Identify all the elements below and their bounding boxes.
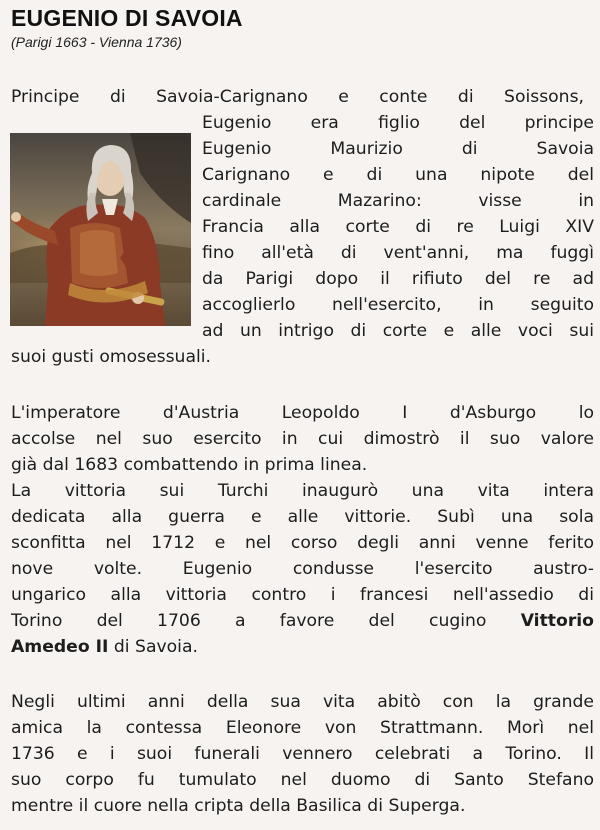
text-line: Francia alla corte di re Luigi XIV bbox=[202, 217, 594, 237]
text-line: Principe di Savoia-Carignano e conte di Soissons, bbox=[11, 87, 584, 107]
page-title: EUGENIO DI SAVOIA bbox=[11, 5, 243, 31]
text-line: suoi gusti omosessuali. bbox=[11, 347, 211, 367]
text-line bbox=[11, 634, 594, 660]
text-line: 1736 e i suoi funerali vennero celebrati a Torino. Il bbox=[11, 744, 594, 764]
text-span: di Savoia. bbox=[108, 637, 198, 657]
text-line: mentre il cuore nella cripta della Basilica di Superga. bbox=[11, 796, 466, 816]
text-line: fino all'età di vent'anni, ma fuggì bbox=[202, 243, 594, 263]
text-line: Eugenio Maurizio di Savoia bbox=[202, 139, 594, 159]
text-line: Carignano e di una nipote del bbox=[202, 165, 594, 185]
text-line: amica la contessa Eleonore von Strattmann. Morì nel bbox=[11, 718, 594, 738]
text-line: ad un intrigo di corte e alle voci sui bbox=[202, 321, 594, 341]
vittorio-name: Vittorio bbox=[520, 611, 594, 631]
text-line bbox=[11, 608, 594, 634]
amedeo-name: Amedeo II bbox=[11, 637, 109, 657]
text-line: già dal 1683 combattendo in prima linea. bbox=[11, 455, 368, 475]
text-line: ungarico alla vittoria contro i francesi nell'assedio di bbox=[11, 585, 594, 605]
text-line: da Parigi dopo il rifiuto del re ad bbox=[202, 269, 594, 289]
text-line: sconfitta nel 1712 e nel corso degli anni venne ferito bbox=[11, 533, 594, 553]
text-span: Torino del 1706 a favore del cugino bbox=[11, 611, 521, 631]
portrait-image bbox=[10, 133, 191, 326]
text-line: La vittoria sui Turchi inaugurò una vita intera bbox=[11, 481, 594, 501]
text-line: accoglierlo nell'esercito, in seguito bbox=[202, 295, 594, 315]
text-line: nove volte. Eugenio condusse l'esercito austro- bbox=[11, 559, 594, 579]
text-line: Eugenio era figlio del principe bbox=[202, 113, 594, 133]
text-line: L'imperatore d'Austria Leopoldo I d'Asburgo lo bbox=[11, 403, 594, 423]
text-line: cardinale Mazarino: visse in bbox=[202, 191, 594, 211]
text-line: Negli ultimi anni della sua vita abitò con la grande bbox=[11, 692, 594, 712]
text-line: dedicata alla guerra e alle vittorie. Subì una sola bbox=[11, 507, 594, 527]
text-line: suo corpo fu tumulato nel duomo di Santo Stefano bbox=[11, 770, 594, 790]
portrait-painting-icon bbox=[10, 133, 191, 326]
text-line: accolse nel suo esercito in cui dimostrò il suo valore bbox=[11, 429, 594, 449]
life-dates: (Parigi 1663 - Vienna 1736) bbox=[11, 34, 182, 50]
